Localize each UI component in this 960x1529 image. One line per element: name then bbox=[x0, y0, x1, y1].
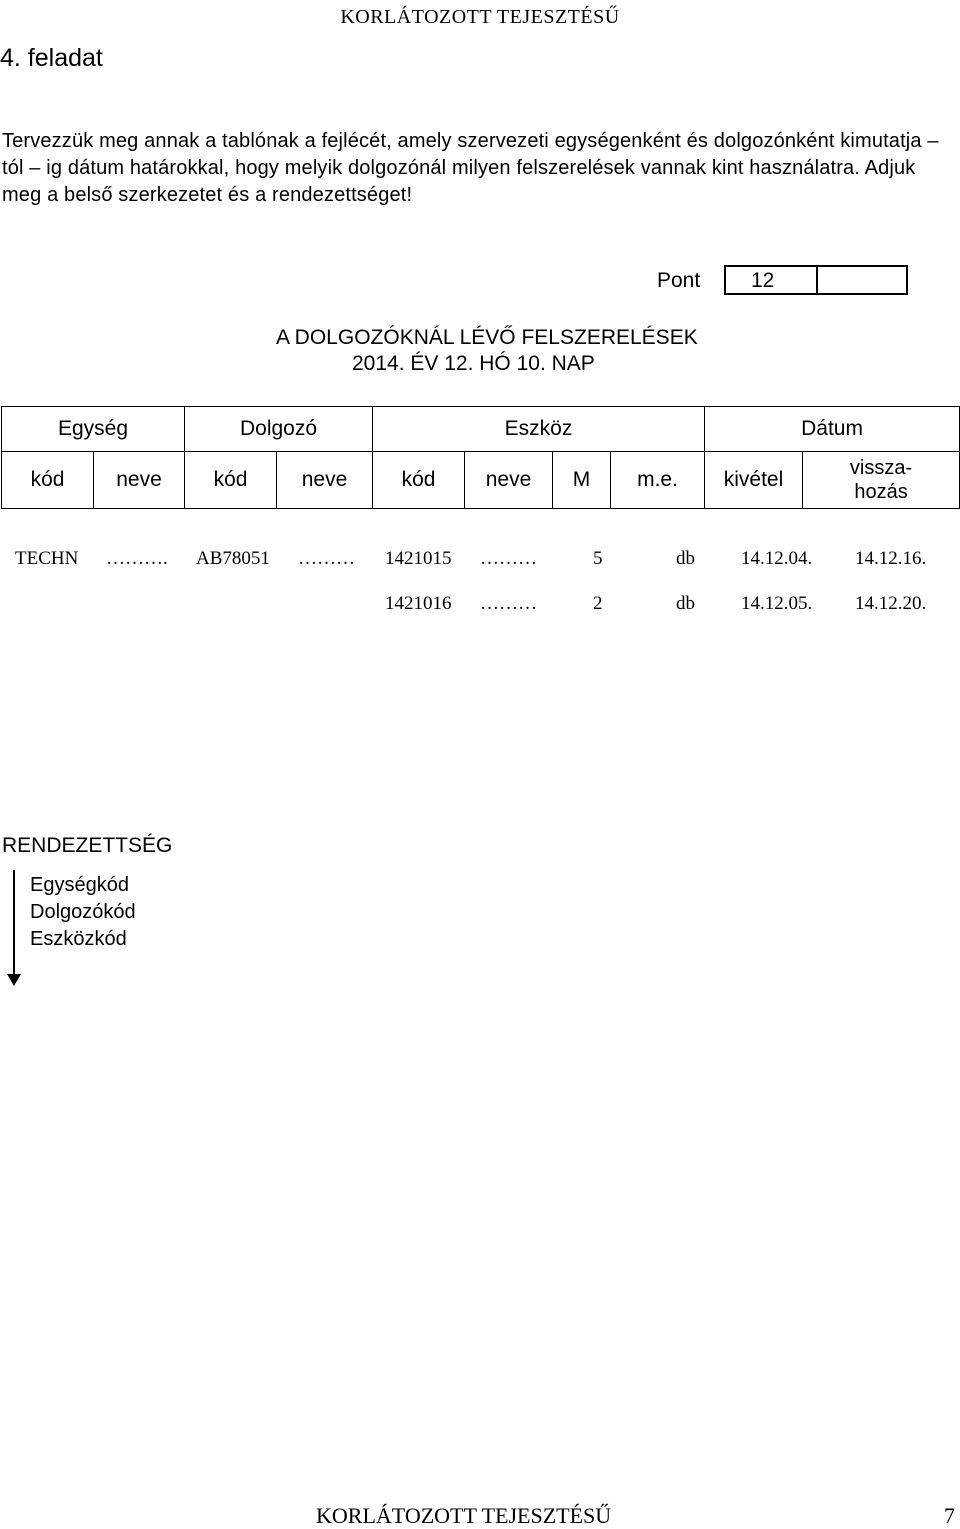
row1-tool-name: ……… bbox=[480, 548, 537, 569]
row2-date-out: 14.12.05. bbox=[741, 593, 813, 614]
group-date: Dátum bbox=[705, 407, 960, 452]
col-date-back bbox=[803, 452, 960, 509]
row1-unit-of-measure: db bbox=[676, 548, 695, 569]
col-emp-code: kód bbox=[185, 452, 277, 509]
score-value: 12 bbox=[726, 267, 818, 293]
ordering-item-employee-code: Dolgozókód bbox=[30, 901, 136, 923]
row2-tool-name: ……… bbox=[480, 593, 537, 614]
col-unit-name: neve bbox=[94, 452, 185, 509]
group-tool: Eszköz bbox=[373, 407, 705, 452]
row1-unit-name: ………. bbox=[106, 548, 168, 569]
row1-tool-code: 1421015 bbox=[385, 548, 452, 569]
header-restriction-note: KORLÁTOZOTT TEJESZTÉSŰ bbox=[340, 6, 620, 28]
row2-unit-of-measure: db bbox=[676, 593, 695, 614]
row1-emp-code: AB78051 bbox=[196, 548, 270, 569]
report-title-line1: A DOLGOZÓKNÁL LÉVŐ FELSZERELÉSEK bbox=[276, 326, 698, 349]
ordering-arrow-line bbox=[13, 870, 15, 976]
task-title: 4. feladat bbox=[0, 44, 103, 72]
col-emp-name: neve bbox=[277, 452, 373, 509]
row1-emp-name: ……… bbox=[298, 548, 355, 569]
arrow-down-icon bbox=[7, 974, 21, 986]
page-number: 7 bbox=[944, 1503, 955, 1528]
col-date-out: kivétel bbox=[705, 452, 803, 509]
score-label: Pont bbox=[657, 269, 701, 292]
col-unit-of-measure: m.e. bbox=[611, 452, 705, 509]
score-empty-cell bbox=[818, 267, 906, 293]
ordering-item-tool-code: Eszközkód bbox=[30, 928, 127, 950]
row2-quantity: 2 bbox=[593, 593, 603, 614]
intro-paragraph: Tervezzük meg annak a tablónak a fejlécét, amely szervezeti egységenként és dolgozónként kimutatja – tól – ig dátum határokkal, hogy melyik dolgozónál milyen felszerelések vannak kint használatra. Adjuk meg a belső szerkezetet és a rendezettséget! bbox=[2, 130, 939, 206]
col-date-back-label: vissza-hozás bbox=[849, 457, 913, 503]
score-box bbox=[724, 265, 908, 295]
ordering-title: RENDEZETTSÉG bbox=[2, 834, 173, 857]
row1-date-back: 14.12.16. bbox=[855, 548, 927, 569]
row2-date-back: 14.12.20. bbox=[855, 593, 927, 614]
col-unit-code: kód bbox=[2, 452, 94, 509]
ordering-item-unit-code: Egységkód bbox=[30, 874, 129, 896]
col-tool-name: neve bbox=[465, 452, 553, 509]
row1-quantity: 5 bbox=[593, 548, 603, 569]
row1-date-out: 14.12.04. bbox=[741, 548, 813, 569]
footer-restriction-note: KORLÁTOZOTT TEJESZTÉSŰ bbox=[316, 1503, 612, 1528]
group-employee: Dolgozó bbox=[185, 407, 373, 452]
group-unit: Egység bbox=[2, 407, 185, 452]
report-title-line2: 2014. ÉV 12. HÓ 10. NAP bbox=[352, 352, 595, 375]
col-tool-code: kód bbox=[373, 452, 465, 509]
col-quantity: M bbox=[553, 452, 611, 509]
row2-tool-code: 1421016 bbox=[385, 593, 452, 614]
report-header-table bbox=[1, 406, 960, 509]
row1-unit-code: TECHN bbox=[15, 548, 79, 569]
